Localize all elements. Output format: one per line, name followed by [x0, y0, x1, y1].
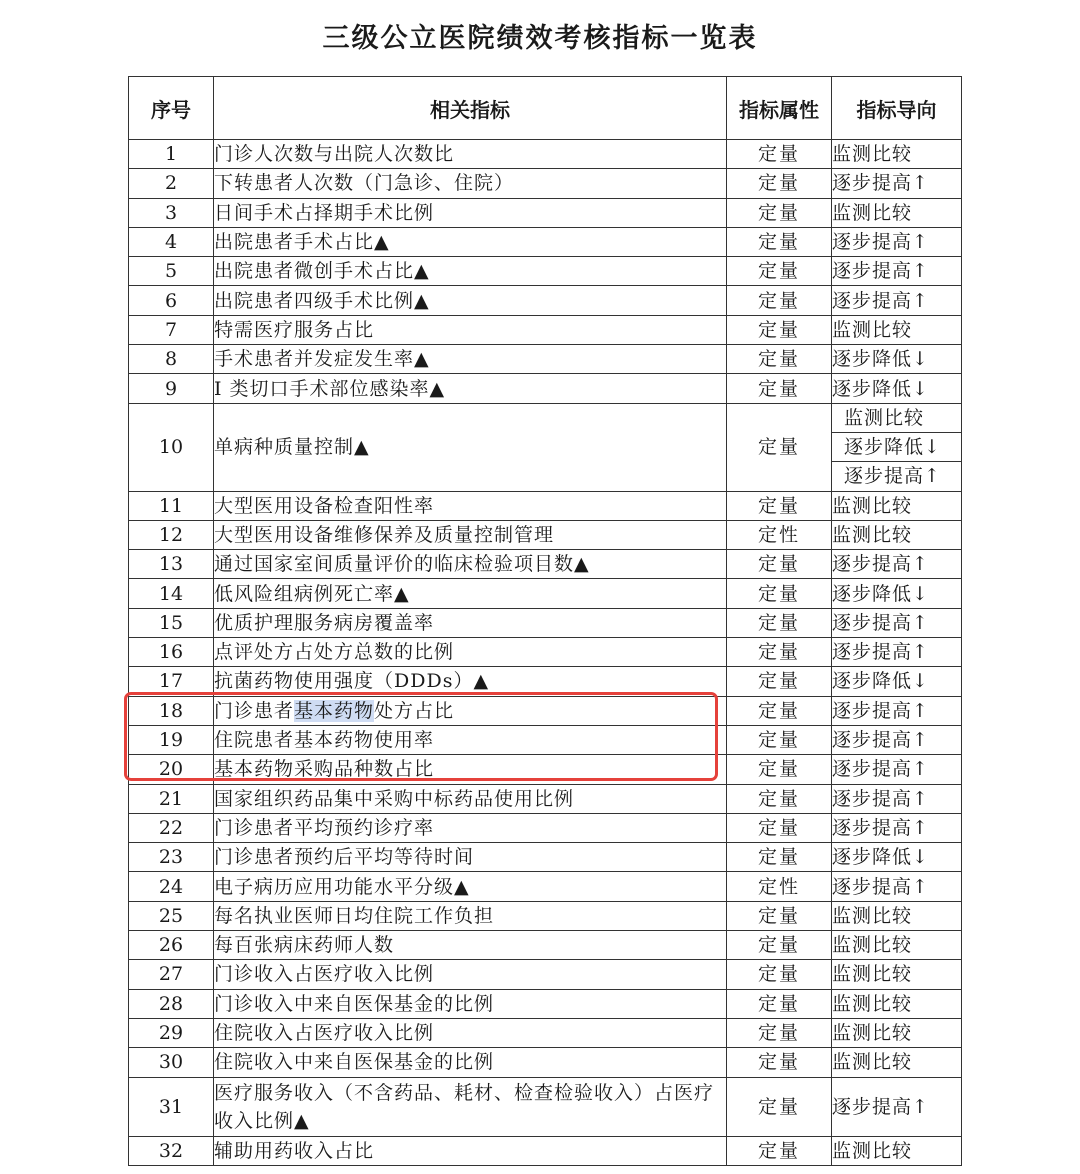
cell-indicator: I 类切口手术部位感染率▲: [214, 374, 727, 403]
header-attr: 指标属性: [727, 77, 832, 140]
cell-direction: 逐步提高↑: [832, 1077, 962, 1136]
cell-indicator: 门诊收入占医疗收入比例: [214, 960, 727, 989]
cell-num: 23: [129, 843, 214, 872]
table-row: [129, 872, 962, 901]
table-row: [129, 725, 962, 754]
cell-direction: 监测比较: [832, 520, 962, 549]
cell-num: 14: [129, 579, 214, 608]
cell-num: 11: [129, 491, 214, 520]
cell-num: 21: [129, 784, 214, 813]
cell-indicator: 医疗服务收入（不含药品、耗材、检查检验收入）占医疗收入比例▲: [214, 1077, 727, 1136]
cell-num: 29: [129, 1018, 214, 1047]
cell-num: 9: [129, 374, 214, 403]
cell-attribute: 定量: [727, 315, 832, 344]
cell-indicator: 每百张病床药师人数: [214, 931, 727, 960]
table-row: [129, 286, 962, 315]
cell-num: 24: [129, 872, 214, 901]
cell-direction: 监测比较: [832, 491, 962, 520]
cell-attribute: 定量: [727, 579, 832, 608]
cell-indicator: 特需医疗服务占比: [214, 315, 727, 344]
cell-direction: 逐步提高↑: [832, 872, 962, 901]
cell-direction: 监测比较: [832, 140, 962, 169]
table-row: [129, 608, 962, 637]
table-row: [129, 550, 962, 579]
cell-attribute: 定量: [727, 843, 832, 872]
cell-direction: 监测比较: [832, 198, 962, 227]
cell-direction: 逐步提高↑: [832, 813, 962, 842]
cell-indicator: 大型医用设备维修保养及质量控制管理: [214, 520, 727, 549]
cell-attribute: 定量: [727, 198, 832, 227]
cell-direction: 逐步提高↑: [832, 257, 962, 286]
cell-num: 30: [129, 1048, 214, 1077]
cell-num: 12: [129, 520, 214, 549]
cell-num: 4: [129, 227, 214, 256]
cell-indicator: 点评处方占处方总数的比例: [214, 638, 727, 667]
cell-attribute: 定量: [727, 1018, 832, 1047]
table-row: [129, 638, 962, 667]
cell-attribute: 定性: [727, 872, 832, 901]
table-row: [129, 374, 962, 403]
table-row: [129, 667, 962, 696]
cell-direction: 监测比较: [832, 960, 962, 989]
direction-item: 监测比较: [832, 404, 961, 433]
cell-indicator: 门诊人次数与出院人次数比: [214, 140, 727, 169]
table-row: [129, 227, 962, 256]
cell-num: 1: [129, 140, 214, 169]
table-row: [129, 257, 962, 286]
table-row: [129, 579, 962, 608]
header-num: 序号: [129, 77, 214, 140]
cell-indicator: 电子病历应用功能水平分级▲: [214, 872, 727, 901]
table-row: [129, 169, 962, 198]
cell-direction: 监测比较: [832, 1136, 962, 1165]
cell-indicator: 出院患者四级手术比例▲: [214, 286, 727, 315]
text-selection[interactable]: 基本药物: [294, 699, 375, 722]
cell-attribute: 定量: [727, 491, 832, 520]
cell-attribute: 定量: [727, 696, 832, 725]
cell-direction: 逐步降低↓: [832, 579, 962, 608]
cell-attribute: 定量: [727, 725, 832, 754]
table-row: [129, 813, 962, 842]
cell-attribute: 定量: [727, 257, 832, 286]
cell-attribute: 定量: [727, 374, 832, 403]
cell-indicator: 低风险组病例死亡率▲: [214, 579, 727, 608]
table-row: [129, 901, 962, 930]
cell-attribute: 定量: [727, 667, 832, 696]
table-row: [129, 1018, 962, 1047]
table-row: [129, 1136, 962, 1165]
cell-num: 18: [129, 696, 214, 725]
cell-direction: 逐步降低↓: [832, 345, 962, 374]
table-row: [129, 1077, 962, 1136]
cell-num: 15: [129, 608, 214, 637]
cell-attribute: 定量: [727, 1136, 832, 1165]
cell-num: 8: [129, 345, 214, 374]
table-row: [129, 784, 962, 813]
table-row: [129, 198, 962, 227]
cell-indicator: 住院收入占医疗收入比例: [214, 1018, 727, 1047]
cell-attribute: 定量: [727, 286, 832, 315]
cell-num: 17: [129, 667, 214, 696]
cell-num: 28: [129, 989, 214, 1018]
cell-attribute: 定量: [727, 227, 832, 256]
cell-attribute: 定量: [727, 931, 832, 960]
indicator-text-prefix: 门诊患者: [214, 699, 295, 722]
cell-direction: 监测比较: [832, 1048, 962, 1077]
table-row: [129, 345, 962, 374]
table-row: [129, 755, 962, 784]
cell-attribute: 定量: [727, 403, 832, 491]
cell-attribute: 定量: [727, 784, 832, 813]
cell-direction: 监测比较: [832, 931, 962, 960]
cell-attribute: 定量: [727, 550, 832, 579]
table-row: [129, 931, 962, 960]
cell-num: 22: [129, 813, 214, 842]
cell-attribute: 定量: [727, 638, 832, 667]
cell-indicator: 住院收入中来自医保基金的比例: [214, 1048, 727, 1077]
cell-direction: 逐步提高↑: [832, 755, 962, 784]
cell-indicator: 门诊患者预约后平均等待时间: [214, 843, 727, 872]
cell-direction: 监测比较: [832, 901, 962, 930]
table-row: [129, 960, 962, 989]
cell-direction: 逐步降低↓: [832, 667, 962, 696]
table-body: [129, 140, 962, 1166]
cell-attribute: 定量: [727, 1077, 832, 1136]
cell-attribute: 定量: [727, 755, 832, 784]
cell-direction: 逐步提高↑: [832, 550, 962, 579]
cell-indicator: 单病种质量控制▲: [214, 403, 727, 491]
cell-num: 13: [129, 550, 214, 579]
cell-indicator: 国家组织药品集中采购中标药品使用比例: [214, 784, 727, 813]
table-row: [129, 315, 962, 344]
header-dir: 指标导向: [832, 77, 962, 140]
cell-num: 31: [129, 1077, 214, 1136]
cell-direction: 逐步降低↓: [832, 843, 962, 872]
cell-indicator: 日间手术占择期手术比例: [214, 198, 727, 227]
cell-indicator: 每名执业医师日均住院工作负担: [214, 901, 727, 930]
document-title: 三级公立医院绩效考核指标一览表: [322, 23, 758, 54]
cell-attribute: 定性: [727, 520, 832, 549]
indicator-text-suffix: 处方占比: [374, 699, 455, 722]
cell-direction: 逐步提高↑: [832, 725, 962, 754]
cell-indicator: 通过国家室间质量评价的临床检验项目数▲: [214, 550, 727, 579]
cell-direction: 监测比较: [832, 315, 962, 344]
cell-indicator: 门诊收入中来自医保基金的比例: [214, 989, 727, 1018]
cell-attribute: 定量: [727, 813, 832, 842]
cell-direction: 监测比较: [832, 989, 962, 1018]
cell-num: 2: [129, 169, 214, 198]
cell-attribute: 定量: [727, 140, 832, 169]
direction-item: 逐步降低↓: [832, 433, 961, 462]
cell-num: 3: [129, 198, 214, 227]
cell-direction: 逐步提高↑: [832, 784, 962, 813]
indicator-table: [128, 76, 962, 1166]
table-row: [129, 491, 962, 520]
table-row: [129, 140, 962, 169]
cell-indicator: [214, 696, 727, 725]
cell-indicator: 出院患者手术占比▲: [214, 227, 727, 256]
table-row: [129, 1048, 962, 1077]
cell-direction: [832, 403, 962, 491]
cell-indicator: 大型医用设备检查阳性率: [214, 491, 727, 520]
cell-indicator: 优质护理服务病房覆盖率: [214, 608, 727, 637]
cell-attribute: 定量: [727, 960, 832, 989]
cell-indicator: 下转患者人次数（门急诊、住院）: [214, 169, 727, 198]
cell-indicator: 基本药物采购品种数占比: [214, 755, 727, 784]
cell-indicator: 住院患者基本药物使用率: [214, 725, 727, 754]
cell-attribute: 定量: [727, 608, 832, 637]
table-header-row: [129, 77, 962, 140]
table-row: [129, 843, 962, 872]
cell-num: 6: [129, 286, 214, 315]
direction-item: 逐步提高↑: [844, 465, 941, 488]
cell-attribute: 定量: [727, 901, 832, 930]
table-row: [129, 403, 962, 491]
cell-attribute: 定量: [727, 1048, 832, 1077]
cell-num: 25: [129, 901, 214, 930]
cell-indicator: 手术患者并发症发生率▲: [214, 345, 727, 374]
cell-direction: 逐步提高↑: [832, 696, 962, 725]
cell-num: 7: [129, 315, 214, 344]
cell-num: 26: [129, 931, 214, 960]
cell-indicator: 门诊患者平均预约诊疗率: [214, 813, 727, 842]
cell-indicator: 辅助用药收入占比: [214, 1136, 727, 1165]
cell-num: 16: [129, 638, 214, 667]
cell-direction: 逐步提高↑: [832, 169, 962, 198]
cell-direction: 监测比较: [832, 1018, 962, 1047]
cell-direction: 逐步提高↑: [832, 638, 962, 667]
cell-num: 32: [129, 1136, 214, 1165]
cell-num: 5: [129, 257, 214, 286]
cell-direction: 逐步降低↓: [832, 374, 962, 403]
cell-attribute: 定量: [727, 169, 832, 198]
cell-direction: 逐步提高↑: [832, 227, 962, 256]
table-row: [129, 989, 962, 1018]
cell-num: 19: [129, 725, 214, 754]
cell-num: 10: [129, 403, 214, 491]
cell-num: 27: [129, 960, 214, 989]
cell-indicator: 抗菌药物使用强度（DDDs）▲: [214, 667, 727, 696]
cell-attribute: 定量: [727, 989, 832, 1018]
cell-indicator: 出院患者微创手术占比▲: [214, 257, 727, 286]
header-name: 相关指标: [214, 77, 727, 140]
table-row: [129, 520, 962, 549]
cell-num: 20: [129, 755, 214, 784]
cell-direction: 逐步提高↑: [832, 608, 962, 637]
table-row: [129, 696, 962, 725]
cell-direction: 逐步提高↑: [832, 286, 962, 315]
cell-attribute: 定量: [727, 345, 832, 374]
